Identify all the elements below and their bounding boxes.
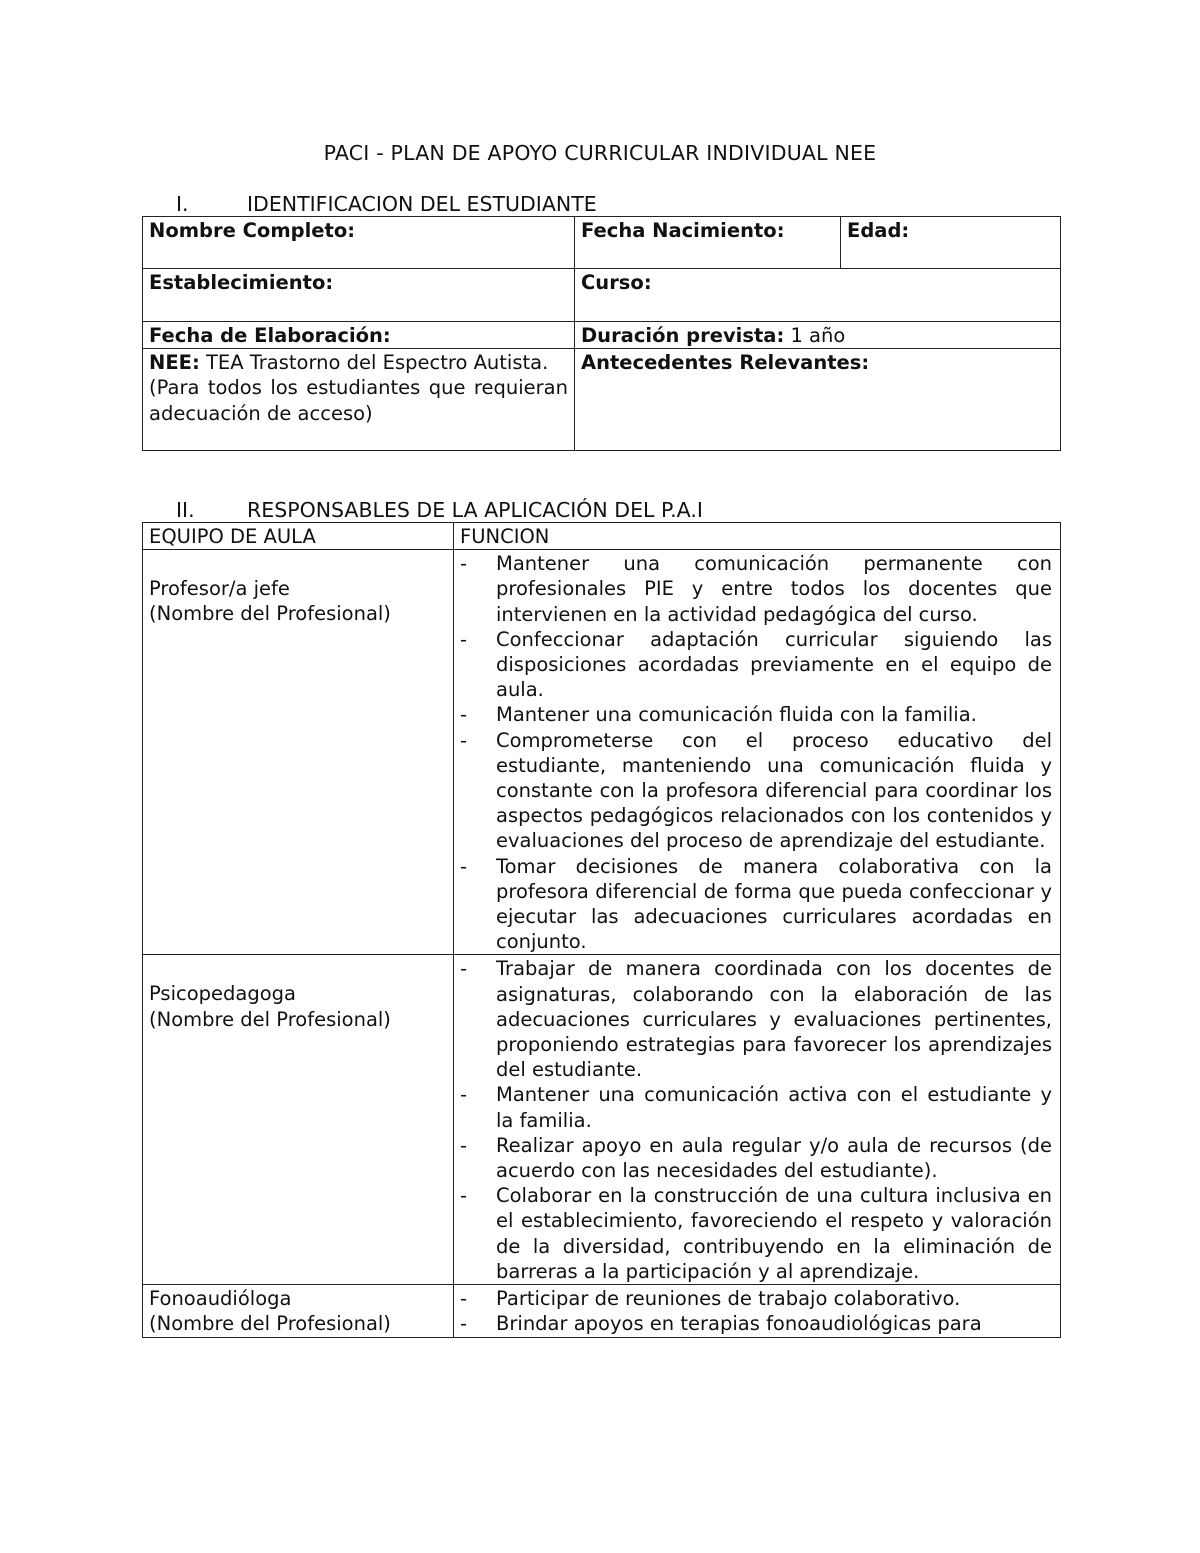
role-cell bbox=[143, 955, 454, 1285]
table-header-row bbox=[143, 523, 1061, 550]
section-number: II. bbox=[176, 498, 195, 522]
role-title: Fonoaudióloga bbox=[149, 1287, 292, 1311]
table-row bbox=[143, 550, 1061, 955]
antecedentes-label: Antecedentes Relevantes: bbox=[581, 351, 870, 375]
role-name-placeholder: (Nombre del Profesional) bbox=[149, 602, 391, 626]
column-header-funcion: FUNCION bbox=[454, 523, 1061, 550]
curso-label: Curso: bbox=[581, 271, 652, 294]
role-name-placeholder: (Nombre del Profesional) bbox=[149, 1007, 391, 1031]
fecha-nacimiento-cell[interactable] bbox=[575, 217, 841, 269]
nee-note: (Para todos los estudiantes que requieran adecuación de acceso) bbox=[149, 376, 568, 425]
curso-cell[interactable] bbox=[575, 269, 1061, 322]
section-title: RESPONSABLES DE LA APLICACIÓN DEL P.A.I bbox=[247, 498, 703, 522]
nee-label: NEE: bbox=[149, 351, 200, 375]
section-heading-identificacion bbox=[176, 192, 597, 216]
functions-cell bbox=[454, 550, 1061, 955]
list-item: - Brindar apoyos en terapias fonoaudiológicas para bbox=[460, 1311, 1052, 1336]
list-item: - Trabajar de manera coordinada con los docentes de asignaturas, colaborando con la elaboración de las adecuaciones curriculares y evaluaciones pertinentes, proponiendo estrategias para favorecer los aprendizajes del estudiante. bbox=[460, 956, 1052, 1082]
role-cell bbox=[143, 1285, 454, 1337]
nee-cell[interactable] bbox=[143, 349, 575, 451]
list-item: - Mantener una comunicación activa con el estudiante y la familia. bbox=[460, 1082, 1052, 1132]
fecha-elaboracion-label: Fecha de Elaboración: bbox=[149, 324, 391, 347]
list-item: - Tomar decisiones de manera colaborativa con la profesora diferencial de forma que pueda confeccionar y ejecutar las adecuaciones curriculares acordadas en conjunto. bbox=[460, 854, 1052, 955]
functions-cell bbox=[454, 955, 1061, 1285]
list-item: - Mantener una comunicación permanente con profesionales PIE y entre todos los docentes que intervienen en la actividad pedagógica del curso. bbox=[460, 551, 1052, 627]
list-item: - Confeccionar adaptación curricular siguiendo las disposiciones acordadas previamente en el equipo de aula. bbox=[460, 627, 1052, 703]
section-heading-responsables bbox=[176, 498, 703, 522]
table-row bbox=[143, 269, 1061, 322]
table-row bbox=[143, 349, 1061, 451]
role-name-placeholder: (Nombre del Profesional) bbox=[149, 1312, 391, 1336]
section-number: I. bbox=[176, 192, 189, 216]
list-item: - Comprometerse con el proceso educativo del estudiante, manteniendo una comunicación fluida y constante con la profesora diferencial para coordinar los aspectos pedagógicos relacionados con los contenidos y evaluaciones del proceso de aprendizaje del estudiante. bbox=[460, 728, 1052, 854]
list-item: - Mantener una comunicación fluida con la familia. bbox=[460, 702, 1052, 727]
section-title: IDENTIFICACION DEL ESTUDIANTE bbox=[247, 192, 597, 216]
functions-list bbox=[460, 1286, 1052, 1336]
document-title: PACI - PLAN DE APOYO CURRICULAR INDIVIDUAL NEE bbox=[323, 141, 877, 165]
list-item: - Participar de reuniones de trabajo colaborativo. bbox=[460, 1286, 1052, 1311]
fecha-elaboracion-cell[interactable] bbox=[143, 322, 575, 349]
functions-cell bbox=[454, 1285, 1061, 1337]
table-row bbox=[143, 1285, 1061, 1337]
edad-label: Edad: bbox=[847, 219, 910, 242]
nee-value: TEA Trastorno del Espectro Autista. bbox=[205, 351, 549, 375]
list-item: - Realizar apoyo en aula regular y/o aula de recursos (de acuerdo con las necesidades del estudiante). bbox=[460, 1133, 1052, 1183]
establecimiento-cell[interactable] bbox=[143, 269, 575, 322]
fecha-nacimiento-label: Fecha Nacimiento: bbox=[581, 219, 785, 242]
nombre-completo-label: Nombre Completo: bbox=[149, 219, 356, 242]
student-identification-table bbox=[142, 216, 1061, 451]
responsables-table bbox=[142, 522, 1061, 1338]
role-cell bbox=[143, 550, 454, 955]
role-title: Profesor/a jefe bbox=[149, 577, 290, 601]
duracion-label: Duración prevista: bbox=[581, 324, 785, 347]
table-row bbox=[143, 217, 1061, 269]
duracion-cell[interactable] bbox=[575, 322, 1061, 349]
establecimiento-label: Establecimiento: bbox=[149, 271, 334, 294]
role-title: Psicopedagoga bbox=[149, 982, 296, 1006]
antecedentes-cell[interactable] bbox=[575, 349, 1061, 451]
nombre-completo-cell[interactable] bbox=[143, 217, 575, 269]
table-row bbox=[143, 322, 1061, 349]
duracion-value: 1 año bbox=[790, 324, 846, 347]
table-row bbox=[143, 955, 1061, 1285]
column-header-equipo: EQUIPO DE AULA bbox=[143, 523, 454, 550]
list-item: - Colaborar en la construcción de una cultura inclusiva en el establecimiento, favoreciendo el respeto y valoración de la diversidad, contribuyendo en la eliminación de barreras a la participación y al aprendizaje. bbox=[460, 1183, 1052, 1284]
edad-cell[interactable] bbox=[841, 217, 1061, 269]
functions-list bbox=[460, 956, 1052, 1284]
functions-list bbox=[460, 551, 1052, 954]
nee-text bbox=[149, 350, 568, 375]
